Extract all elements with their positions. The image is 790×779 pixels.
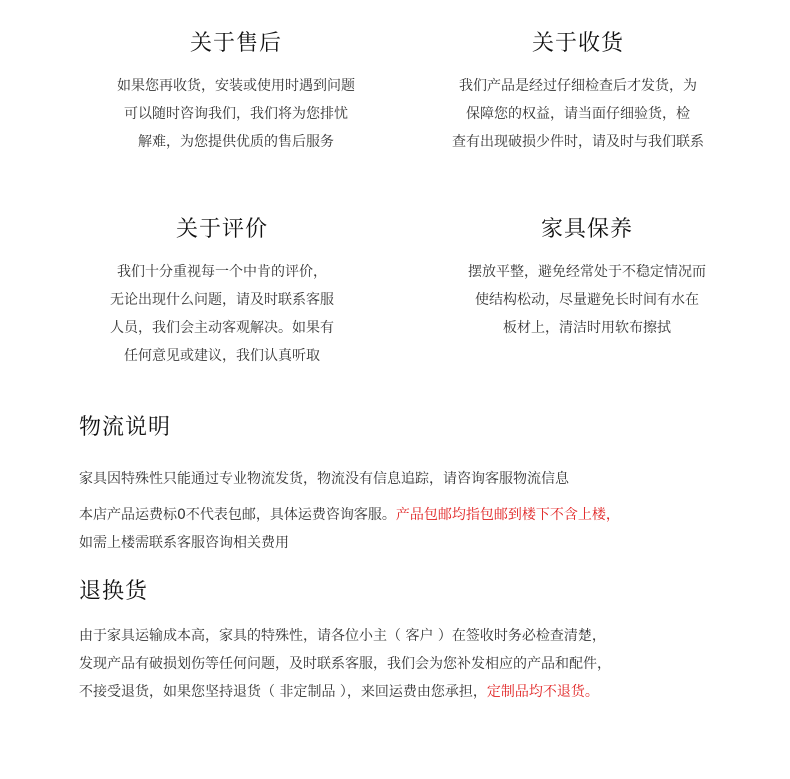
review-line: 我们十分重视每一个中肯的评价， <box>117 264 327 280</box>
receiving-line: 查有出现破损少件时，请及时与我们联系 <box>452 134 704 150</box>
receiving-title: 关于收货 <box>531 31 624 56</box>
review-line: 无论出现什么问题，请及时联系客服 <box>110 292 334 308</box>
after-sales-line: 如果您再收货，安装或使用时遇到问题 <box>117 78 355 94</box>
furniture-care-title: 家具保养 <box>540 217 633 242</box>
receiving-line: 保障您的权益，请当面仔细验货，检 <box>466 106 690 122</box>
custom-no-return-notice: 定制品均不退货。 <box>486 684 599 700</box>
after-sales-block <box>90 30 382 156</box>
receiving-block <box>432 30 724 156</box>
furniture-care-line: 使结构松动，尽量避免长时间有水在 <box>475 292 699 308</box>
returns-paragraph <box>79 678 759 706</box>
free-shipping-notice: 产品包邮均指包邮到楼下不含上楼， <box>395 507 620 523</box>
returns-policy-text: 不接受退货，如果您坚持退货（ 非定制品 ），来回运费由您承担， <box>79 684 487 700</box>
after-sales-line: 解难，为您提供优质的售后服务 <box>138 134 334 150</box>
after-sales-line: 可以随时咨询我们，我们将为您排忧 <box>124 106 348 122</box>
logistics-title: 物流说明 <box>79 415 172 440</box>
furniture-care-block <box>446 216 728 342</box>
review-line: 人员，我们会主动客观解决。如果有 <box>110 320 334 336</box>
returns-paragraph: 由于家具运输成本高，家具的特殊性，请各位小主（ 客户 ）在签收时务必检查清楚， <box>79 628 606 644</box>
returns-paragraph: 发现产品有破损划伤等任何问题，及时联系客服，我们会为您补发相应的产品和配件， <box>79 656 611 672</box>
logistics-paragraph <box>79 501 759 529</box>
furniture-care-line: 摆放平整，避免经常处于不稳定情况而 <box>468 264 706 280</box>
after-sales-title: 关于售后 <box>189 31 282 56</box>
shipping-fee-note: 本店产品运费标0不代表包邮，具体运费咨询客服。 <box>79 507 396 523</box>
upstairs-fee-notice: 如需上楼需联系客服咨询相关费用 <box>79 535 289 551</box>
logistics-paragraph: 家具因特殊性只能通过专业物流发货，物流没有信息追踪，请咨询客服物流信息 <box>79 471 569 487</box>
review-block <box>90 216 354 370</box>
returns-title: 退换货 <box>79 579 149 604</box>
review-title: 关于评价 <box>175 217 268 242</box>
receiving-line: 我们产品是经过仔细检查后才发货，为 <box>459 78 697 94</box>
furniture-care-line: 板材上，清洁时用软布擦拭 <box>503 320 671 336</box>
returns-section <box>79 577 759 706</box>
review-line: 任何意见或建议，我们认真听取 <box>124 348 320 364</box>
logistics-section <box>79 413 759 557</box>
